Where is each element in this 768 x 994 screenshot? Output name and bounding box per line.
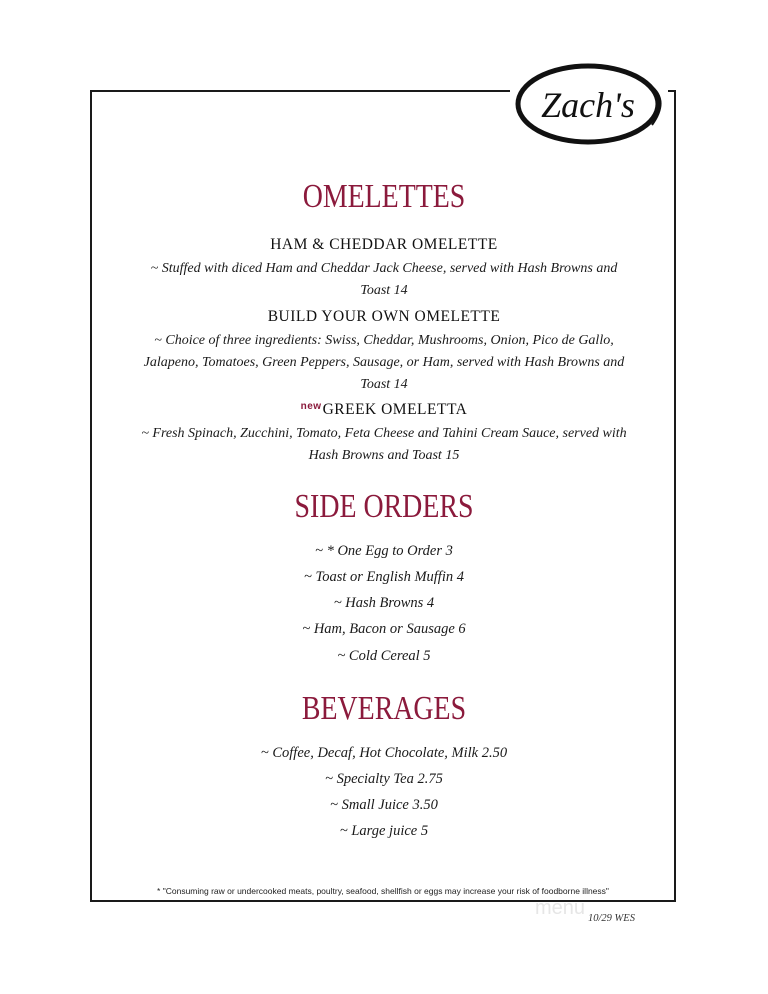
section-title-omelettes: OMELETTES: [302, 178, 466, 215]
item-name-ham-cheddar: HAM & CHEDDAR OMELETTE: [270, 236, 498, 253]
section-title-beverages: BEVERAGES: [301, 690, 467, 727]
revision-code: 10/29 WES: [588, 913, 635, 924]
side-item: ~ Hash Browns 4: [333, 595, 435, 611]
item-desc-build-your-own: ~ Choice of three ingredients: Swiss, Cheddar, Mushrooms, Onion, Pico de Gallo, Jalapeno, Tomatoes, Green Peppers, Sausage, or Ham, served with Hash Browns and Toast 14: [143, 333, 625, 392]
side-item: ~ Toast or English Muffin 4: [304, 569, 464, 585]
beverage-item: ~ Large juice 5: [339, 823, 429, 839]
side-item: ~ Ham, Bacon or Sausage 6: [302, 621, 466, 637]
foodborne-disclaimer: * "Consuming raw or undercooked meats, poultry, seafood, shellfish or eggs may increase your risk of foodborne illness": [157, 886, 609, 896]
beverage-item: ~ Small Juice 3.50: [330, 797, 438, 813]
new-badge: new: [300, 401, 322, 412]
side-item: ~ Cold Cereal 5: [337, 648, 431, 664]
item-desc-greek-omeletta: ~ Fresh Spinach, Zucchini, Tomato, Feta Cheese and Tahini Cream Sauce, served with Hash Browns and Toast 15: [141, 426, 627, 463]
beverage-item: ~ Coffee, Decaf, Hot Chocolate, Milk 2.50: [260, 745, 508, 761]
item-name-greek-omeletta: $^{new}$GREEK OMELETTA: [300, 401, 468, 418]
side-item: ~ * One Egg to Order 3: [315, 543, 453, 559]
item-name-build-your-own: BUILD YOUR OWN OMELETTE: [267, 308, 501, 325]
beverage-item: ~ Specialty Tea 2.75: [325, 771, 443, 787]
logo: [510, 55, 668, 153]
section-title-side-orders: SIDE ORDERS: [294, 488, 474, 525]
watermark: menu: [535, 897, 586, 919]
item-desc-ham-cheddar: ~ Stuffed with diced Ham and Cheddar Jack Cheese, served with Hash Browns and Toast 14: [150, 261, 618, 298]
svg-text:Zach's: Zach's: [541, 85, 635, 125]
